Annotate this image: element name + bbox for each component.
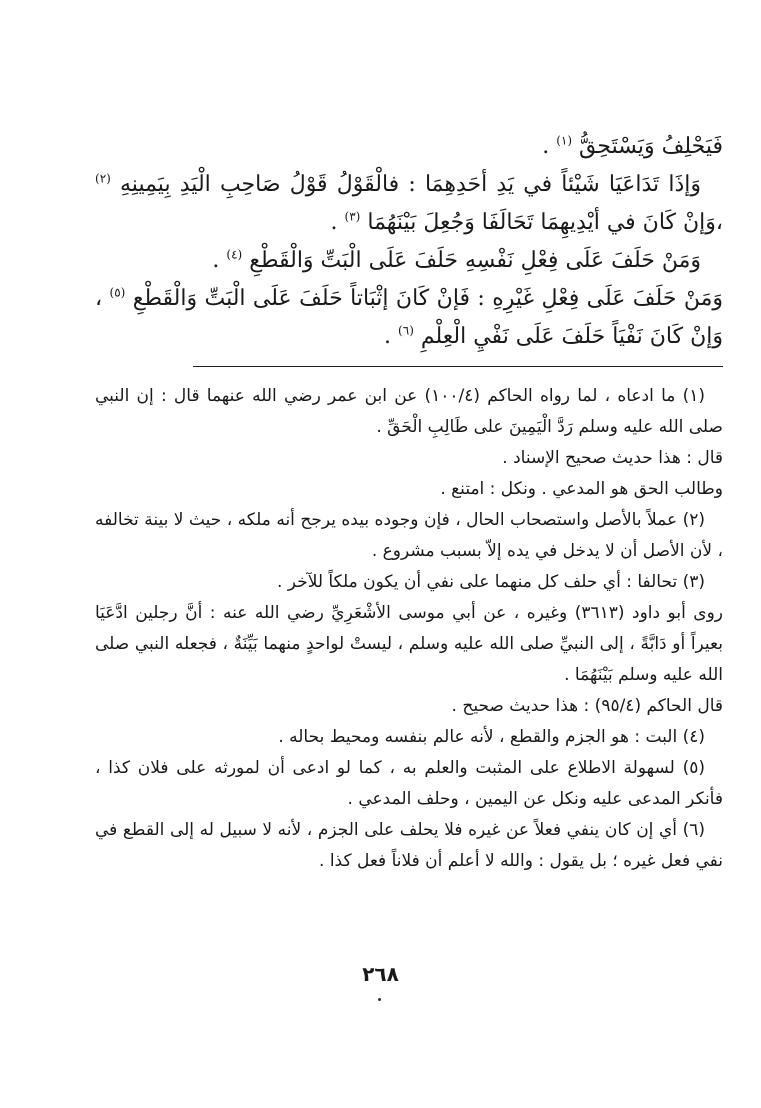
footnote-ref[interactable]: (١) xyxy=(556,133,573,148)
footnote-4: (٤) البت : هو الجزم والقطع ، لأنه عالم بنفسه ومحيط بحاله . xyxy=(278,727,705,747)
main-text-segment: ،وَإنْ كَانَ في أيْدِيهِمَا تَحَالَفَا وَجُعِلَ بَيْنَهُمَا xyxy=(367,210,723,235)
main-line-3 xyxy=(95,242,723,280)
main-text-segment: ، وَإنْ كَانَ نَفْيَاً حَلَفَ عَلَى نَفْيِ الْعِلْمِ xyxy=(95,286,723,349)
main-line-4 xyxy=(95,280,723,356)
footnote-ref[interactable]: (٥) xyxy=(109,285,126,300)
end-mark: . xyxy=(330,210,338,235)
end-mark: . xyxy=(542,134,550,159)
page-number: ٢٦٨ xyxy=(362,962,399,986)
end-mark: . xyxy=(384,324,392,349)
footnote-2: (٢) عملاً بالأصل واستصحاب الحال ، فإن وجوده بيده يرجح أنه ملكه ، حيث لا بينة تخالفه ، لأن الأصل أن لا يدخل في يده إلاّ بسبب مشروع . xyxy=(95,510,723,561)
footnote-6: (٦) أي إن كان ينفي فعلاً عن غيره فلا يحلف على الجزم ، لأنه لا سبيل له إلى القطع في نفي فعل غيره ؛ بل يقول : والله لا أعلم أن فلاناً فعل كذا . xyxy=(95,820,723,871)
footnote-ref[interactable]: (٣) xyxy=(344,209,361,224)
footnote-1-gloss: وطالب الحق هو المدعي . ونكل : امتنع . xyxy=(440,479,723,499)
footnote-divider xyxy=(193,366,723,367)
main-line-2 xyxy=(95,166,723,242)
page-body xyxy=(95,128,723,877)
main-text-segment: فَيَحْلِفُ وَيَسْتَحِقُّ xyxy=(579,134,723,159)
main-text-segment: وَإذَا تَدَاعَيَا شَيْئاً في يَدِ أحَدِهِمَا : فالْقَوْلُ قَوْلُ صَاحِبِ الْيَدِ بِيَمِينِهِ xyxy=(120,172,701,197)
footnote-3-grading: قال الحاكم (٩٥/٤) : هذا حديث صحيح . xyxy=(451,696,723,716)
footnote-3-hadith: روى أبو داود (٣٦١٣) وغيره ، عن أبي موسى الأشْعَرِيِّ رضي الله عنه : أنَّ رجلين ادَّعَيَا بعيراً أو دَابَّةً ، إلى النبيِّ صلى الله عليه وسلم ، ليستْ لواحدٍ منهما بَيِّنَةٌ ، فجعله النبي صلى الله عليه وسلم بَيْنَهُمَا . xyxy=(95,603,723,685)
footnotes xyxy=(95,381,723,877)
main-text-segment: وَمَنْ حَلَفَ عَلَى فِعْلِ غَيْرِهِ : فَإنْ كَانَ إثْبَاتاً حَلَفَ عَلَى الْبَتِّ وَالْقَطْعِ xyxy=(132,286,723,311)
footnote-ref[interactable]: (٦) xyxy=(398,323,414,338)
footnote-5: (٥) لسهولة الاطلاع على المثبت والعلم به ، كما لو ادعى أن لمورثه على فلان كذا ، فأنكر المدعى عليه ونكل عن اليمين ، وحلف المدعي . xyxy=(95,758,723,809)
main-text xyxy=(95,128,723,356)
main-line-1 xyxy=(95,128,723,166)
end-mark: . xyxy=(212,248,220,273)
footnote-ref[interactable]: (٢) xyxy=(95,171,111,186)
footnote-ref[interactable]: (٤) xyxy=(226,247,243,262)
footnote-1-cont: قال : هذا حديث صحيح الإسناد . xyxy=(502,448,723,468)
footnote-3: (٣) تحالفا : أي حلف كل منهما على نفي أن يكون ملكاً للآخر . xyxy=(277,572,705,592)
page-dot xyxy=(378,998,381,1001)
footnote-divider-wrap xyxy=(95,356,723,381)
footnote-1: (١) ما ادعاه ، لما رواه الحاكم (١٠٠/٤) عن ابن عمر رضي الله عنهما قال : إن النبي صلى الله عليه وسلم رَدَّ الْيَمِينَ على طَالِبِ الْحَقِّ . xyxy=(95,386,723,437)
main-text-segment: وَمَنْ حَلَفَ عَلَى فِعْلِ نَفْسِهِ حَلَفَ عَلَى الْبَتِّ وَالْقَطْعِ xyxy=(249,248,701,273)
